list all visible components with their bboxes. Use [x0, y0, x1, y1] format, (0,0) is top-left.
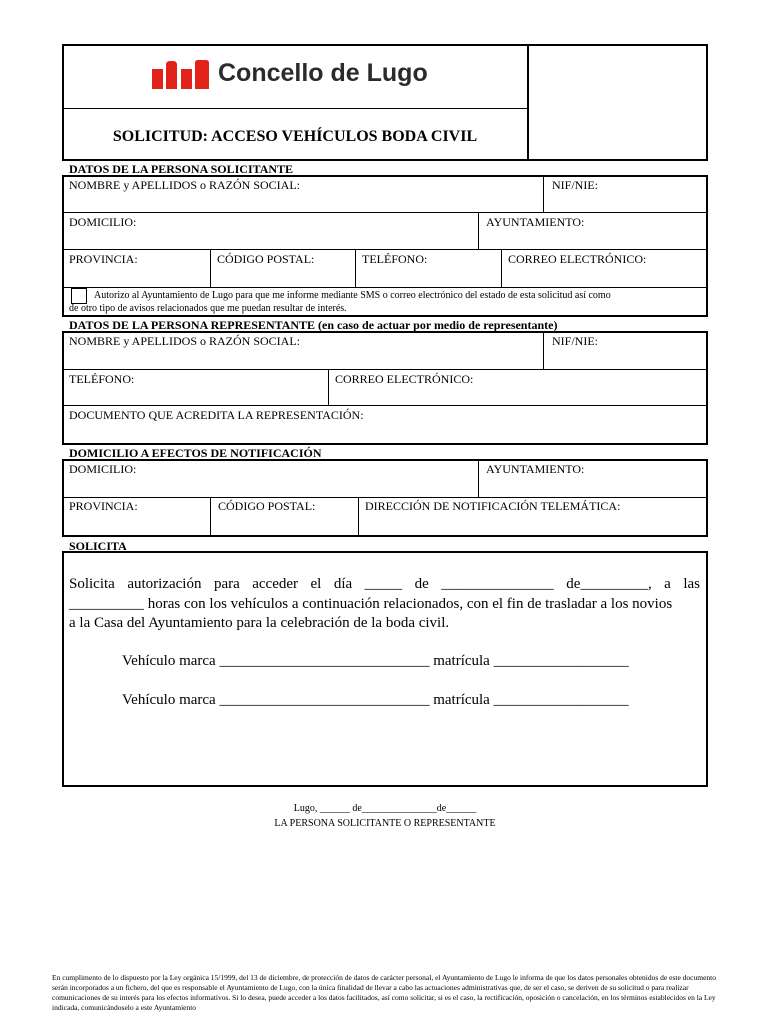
notificacion-provincia-label: PROVINCIA:	[69, 499, 138, 513]
autorizo-text-line1: Autorizo al Ayuntamiento de Lugo para que me informe mediante SMS o correo electrónico del estado de esta solicitud así como	[94, 290, 611, 301]
representante-nif-label: NIF/NIE:	[552, 334, 598, 348]
header-divider-horizontal	[63, 108, 528, 109]
solicitante-nombre-label: NOMBRE y APELLIDOS o RAZÓN SOCIAL:	[69, 178, 301, 192]
solicitante-ayuntamiento-label: AYUNTAMIENTO:	[486, 215, 585, 229]
vehiculo-2-line[interactable]: Vehículo marca ____________________________ matrícula __________________	[122, 692, 629, 708]
notificacion-cp-label: CÓDIGO POSTAL:	[218, 499, 316, 513]
header-divider-vertical	[527, 45, 529, 160]
solicitante-nif-label: NIF/NIE:	[552, 178, 598, 192]
page-title: SOLICITUD: ACCESO VEHÍCULOS BODA CIVIL	[112, 128, 478, 145]
autorizo-text-line2: de otro tipo de avisos relacionados que me puedan resultar de interés.	[69, 303, 347, 314]
autorizo-checkbox[interactable]	[71, 288, 87, 304]
logo-text: Concello de Lugo	[218, 59, 428, 87]
representante-telefono-label: TELÉFONO:	[69, 372, 135, 386]
section-heading-notificacion: DOMICILIO A EFECTOS DE NOTIFICACIÓN	[69, 446, 322, 460]
section-heading-solicita: SOLICITA	[69, 539, 127, 553]
signature-signer-label: LA PERSONA SOLICITANTE O REPRESENTANTE	[274, 818, 496, 829]
solicita-line2: __________ horas con los vehículos a continuación relacionados, con el fin de trasladar a los novios	[69, 596, 673, 612]
solicitante-cp-label: CÓDIGO POSTAL:	[217, 252, 315, 266]
notificacion-ayuntamiento-label: AYUNTAMIENTO:	[486, 462, 585, 476]
divider	[63, 287, 707, 288]
solicitante-correo-label: CORREO ELECTRÓNICO:	[508, 252, 647, 266]
representante-documento-label: DOCUMENTO QUE ACREDITA LA REPRESENTACIÓN:	[69, 408, 364, 422]
section-heading-solicitante: DATOS DE LA PERSONA SOLICITANTE	[69, 162, 294, 176]
representante-correo-label: CORREO ELECTRÓNICO:	[335, 372, 474, 386]
signature-date-line[interactable]: Lugo, ______ de_______________de______	[293, 803, 477, 814]
solicitante-domicilio-label: DOMICILIO:	[69, 215, 137, 229]
notificacion-domicilio-label: DOMICILIO:	[69, 462, 137, 476]
concello-logo	[150, 57, 450, 95]
vehiculo-1-line[interactable]: Vehículo marca ____________________________ matrícula __________________	[122, 653, 629, 669]
solicitante-provincia-label: PROVINCIA:	[69, 252, 138, 266]
legal-footer: En cumplimento de lo dispuesto por la Ley orgánica 15/1999, del 13 de diciembre, de protección de datos de carácter personal, el Ayuntamiento de Lugo le informa de que los datos personales obtenidos de este documento serán incorporados a un fichero, del que es responsable el Ayuntamiento de Lugo, con la única finalidad de llevar a cabo las actuaciones administrativas que, de ser el caso, se deriven de su solicitud o para realizar comunicaciones de su interés para los efectos informativos. Si lo desea, puede acceder a los datos facilitados, así como solicitar, si es el caso, la rectificación, oposición o cancelación, en los términos establecidos en la Ley indicada, comunicándoselo a este Ayuntamiento	[52, 973, 716, 1012]
concello-logo-icon	[150, 59, 212, 93]
solicitante-telefono-label: TELÉFONO:	[362, 252, 428, 266]
section-heading-representante: DATOS DE LA PERSONA REPRESENTANTE (en caso de actuar por medio de representante)	[69, 318, 558, 332]
representante-nombre-label: NOMBRE y APELLIDOS o RAZÓN SOCIAL:	[69, 334, 301, 348]
solicita-line3: a la Casa del Ayuntamiento para la celebración de la boda civil.	[69, 615, 450, 631]
solicita-line1: Solicita autorización para acceder el día _____ de _______________ de_________, a las	[69, 576, 700, 592]
notificacion-telematica-label: DIRECCIÓN DE NOTIFICACIÓN TELEMÁTICA:	[365, 499, 621, 513]
